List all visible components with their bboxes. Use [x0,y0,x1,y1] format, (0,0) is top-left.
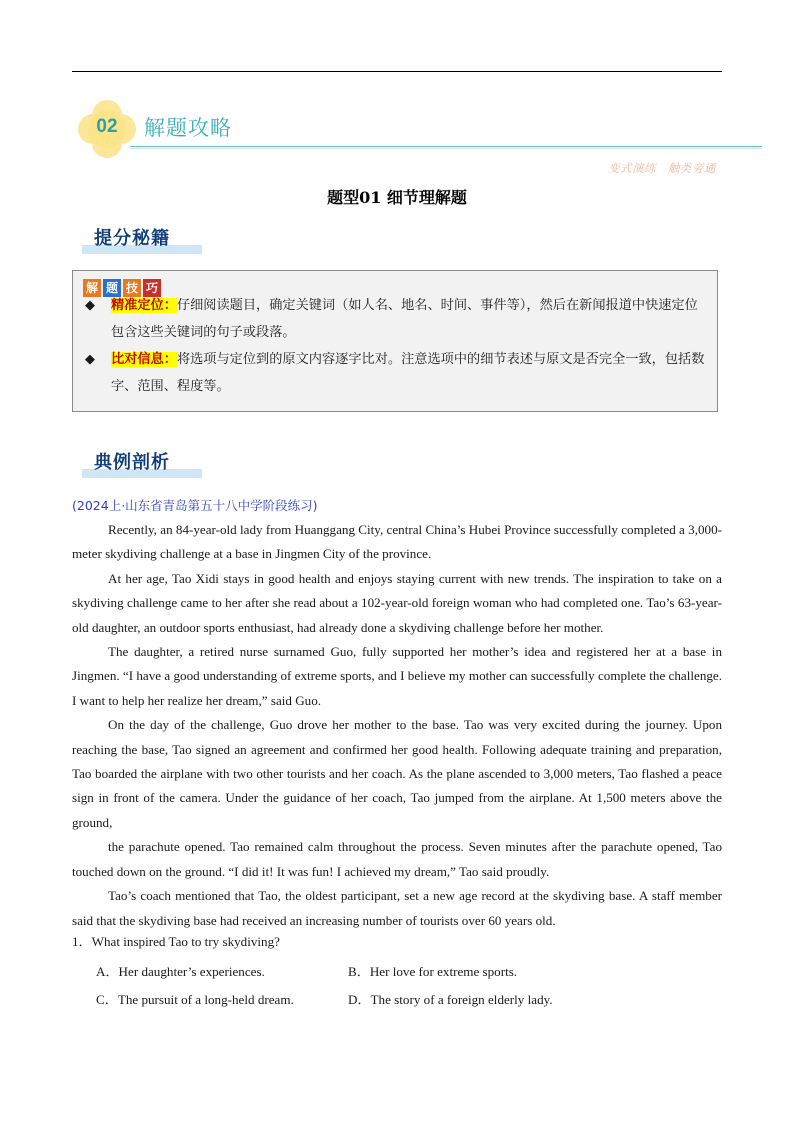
tips-heading: 提分秘籍 [94,228,170,249]
question-type-title: 题型01 细节理解题 [327,188,467,207]
example-heading: 典例剖析 [94,452,170,473]
reading-passage [72,518,722,933]
tip-text: 仔细阅读题目，确定关键词（如人名、地名、时间、事件等），然后在新闻报道中快速定位包含这些关键词的句子或段落。 [111,298,698,340]
tip-key: 精准定位： [111,298,177,313]
example-heading-banner [82,446,204,480]
option-a[interactable]: A．Her daughter’s experiences. [96,964,265,979]
tip-box [72,270,718,412]
section-number: 02 [96,116,118,137]
flower-badge-icon [78,100,136,158]
tip-item [81,292,711,346]
diamond-bullet-icon: ◆ [85,298,95,313]
passage-paragraph: At her age, Tao Xidi stays in good health and enjoys staying current with new trends. The inspiration to take on a skydiving challenge came to her after she read about a 102-year-old foreign woman who had completed one. Tao’s 63-year-old daughter, an outdoor sports enthusiast, had already done a skydiving challenge before her mother. [72,570,722,635]
section-underline-shadow [130,148,762,149]
exam-source: (2024上·山东省青岛第五十八中学阶段练习) [72,498,318,513]
option-c[interactable]: C．The pursuit of a long-held dream. [96,992,294,1007]
tip-item [81,346,711,400]
tip-tag-char: 解 [83,279,101,297]
tips-heading-banner [82,222,204,256]
passage-paragraph: the parachute opened. Tao remained calm throughout the process. Seven minutes after the parachute opened, Tao touched down on the ground. “I did it! It was fun! I achieved my dream,” Tao said proudly. [72,839,722,879]
tip-tag-char: 巧 [143,279,161,297]
passage-paragraph: The daughter, a retired nurse surnamed Guo, fully supported her mother’s idea and registered her at a base in Jingmen. “I have a good understanding of extreme sports, and I believe my mother can successfully complete the challenge. I want to help her realize her dream,” said Guo. [72,644,722,708]
tip-tag-char: 技 [123,279,141,297]
passage-paragraph: On the day of the challenge, Guo drove her mother to the base. Tao was very excited during the journey. Upon reaching the base, Tao signed an agreement and confirmed her good health. Following adequate training and preparation, Tao boarded the airplane with two other tourists and her coach. As the plane ascended to 3,000 meters, Tao flashed a peace sign in front of the camera. Under the guidance of her coach, Tao jumped from the airplane. At 1,500 meters above the ground, [72,717,722,830]
passage-paragraph: Recently, an 84-year-old lady from Huanggang City, central China’s Hubei Province successfully completed a 3,000-meter skydiving challenge at a base in Jingmen City of the province. [72,522,722,562]
section-title: 解题攻略 [144,116,232,140]
tip-text: 将选项与定位到的原文内容逐字比对。注意选项中的细节表述与原文是否完全一致，包括数字、范围、程度等。 [111,352,705,394]
passage-paragraph: Tao’s coach mentioned that Tao, the oldest participant, set a new age record at the skydiving base. A staff member said that the skydiving base had received an increasing number of tourists over 60 years old. [72,888,722,928]
option-d[interactable]: D．The story of a foreign elderly lady. [348,992,553,1007]
diamond-bullet-icon: ◆ [85,352,95,367]
tip-tag-char: 题 [103,279,121,297]
header-rule [72,71,722,72]
section-slogan: 变式演练 触类旁通 [608,161,716,175]
section-header [78,100,718,160]
section-underline [130,146,762,147]
tip-key: 比对信息： [111,352,177,367]
question-stem: 1．What inspired Tao to try skydiving? [72,934,280,949]
option-b[interactable]: B．Her love for extreme sports. [348,964,518,979]
